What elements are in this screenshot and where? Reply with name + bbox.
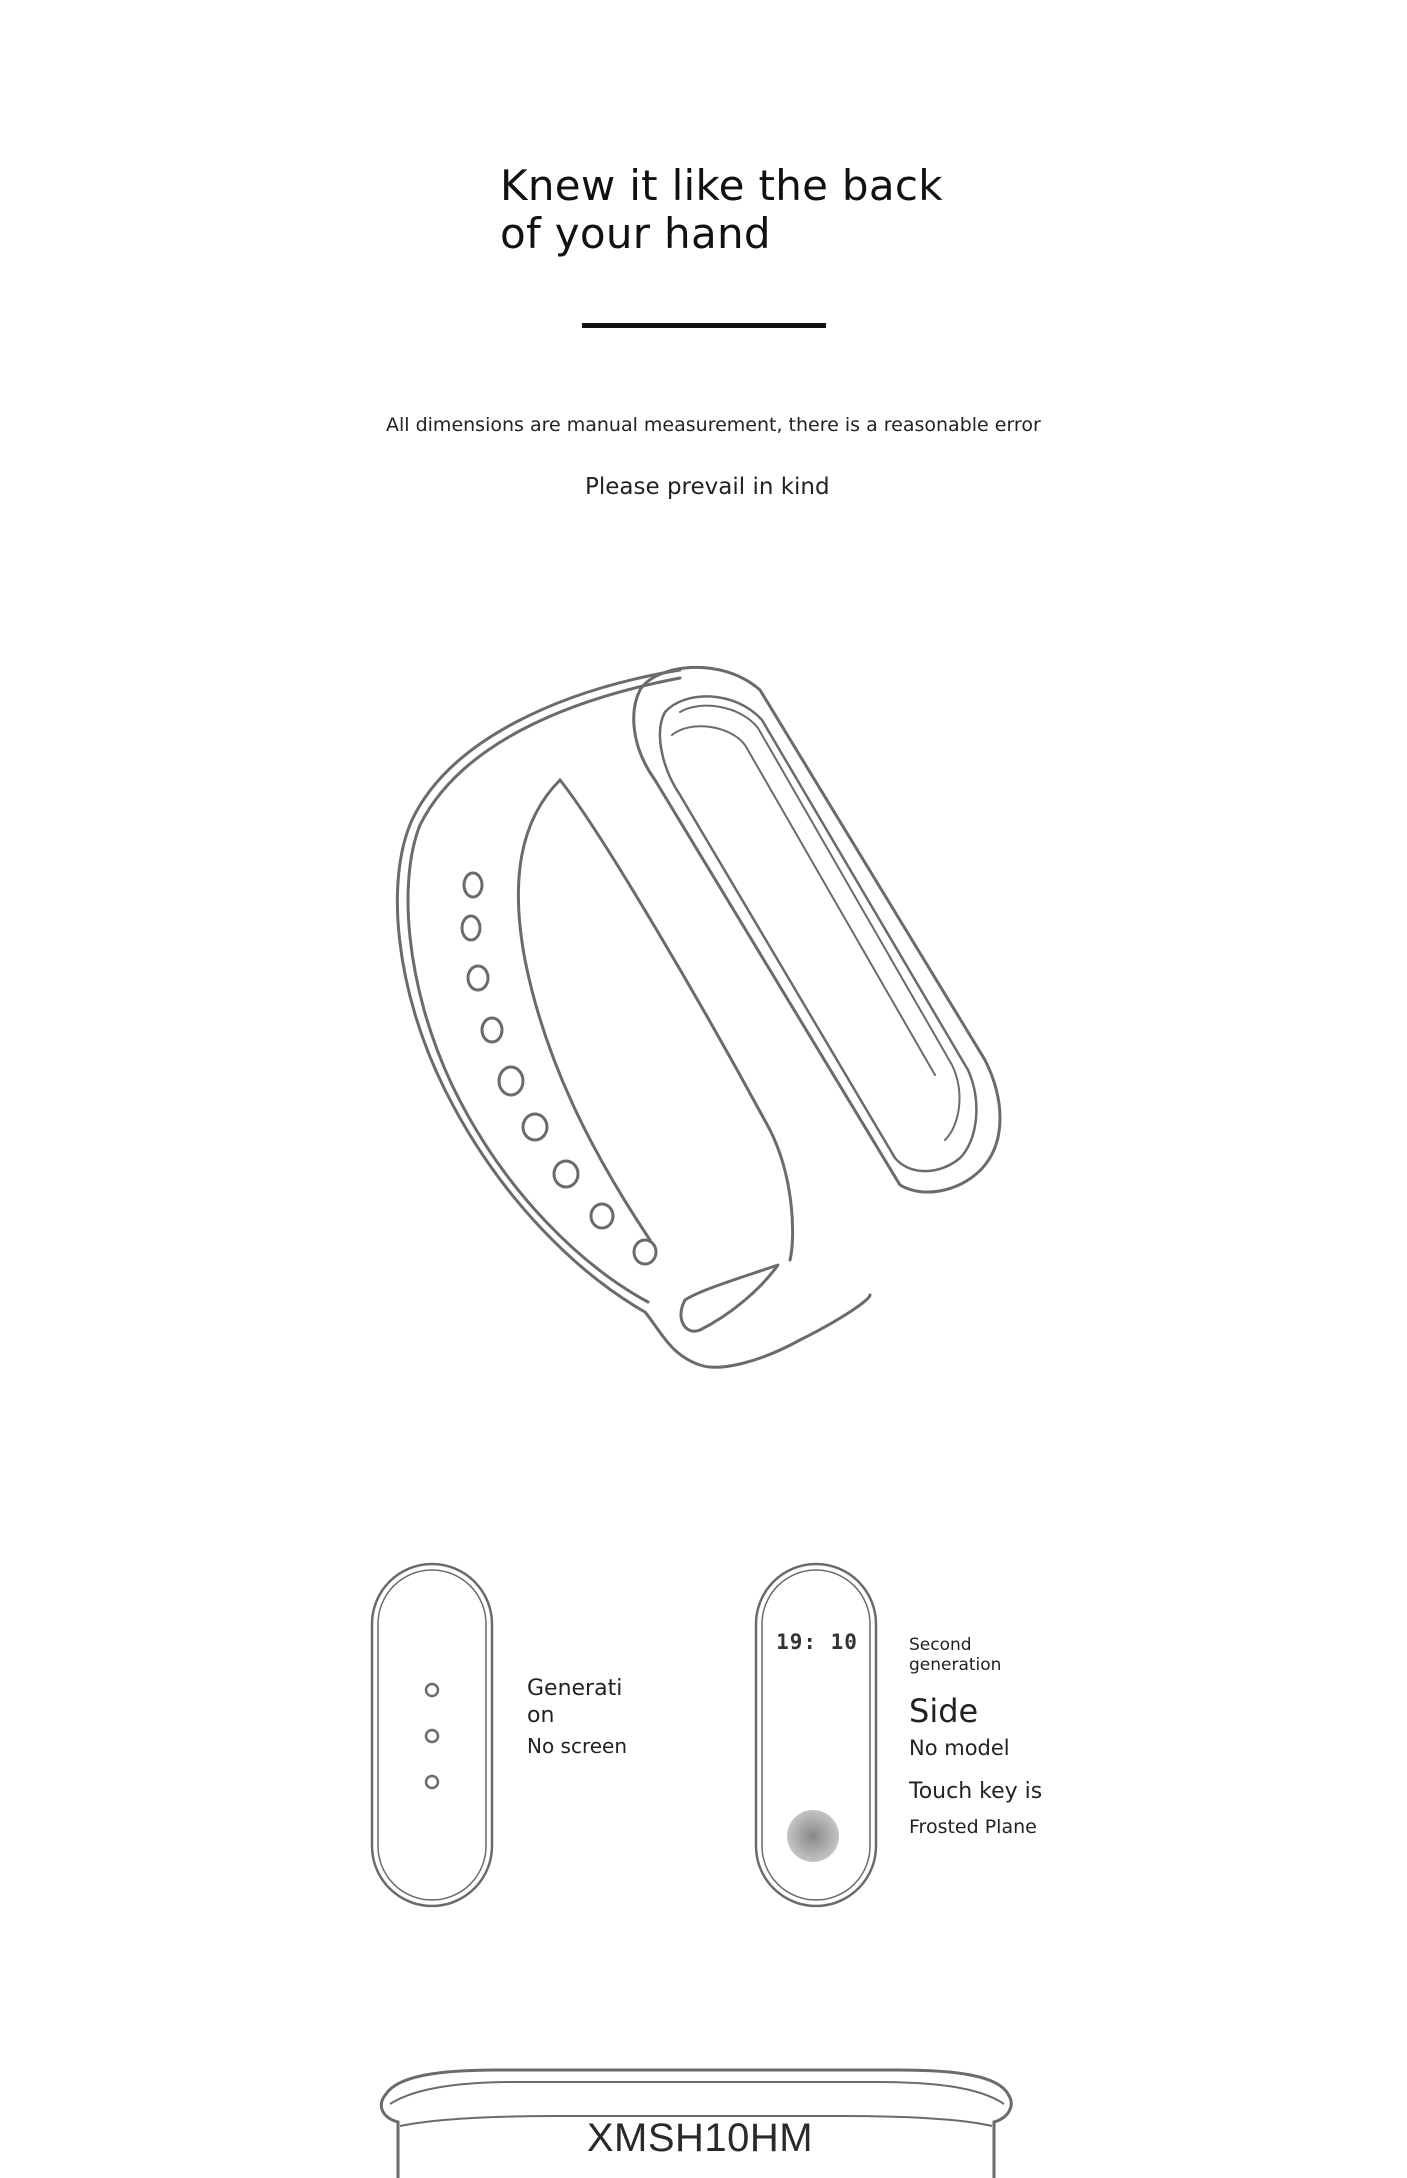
gen2-pod-illustration bbox=[752, 1560, 882, 1910]
gen1-pod-illustration bbox=[368, 1560, 498, 1910]
gen1-title-line-1: Generati bbox=[527, 1676, 623, 1701]
model-number-label: XMSH10HM bbox=[586, 2116, 814, 2160]
title-divider bbox=[582, 323, 826, 328]
gen2-surface-text: Frosted Plane bbox=[909, 1816, 1037, 1838]
gen1-title bbox=[527, 1675, 622, 1729]
gen2-label-line-2: generation bbox=[909, 1655, 1002, 1675]
gen1-subtitle: No screen bbox=[527, 1734, 628, 1758]
prevail-note: Please prevail in kind bbox=[585, 474, 830, 500]
screen-time-display: 19: 10 bbox=[776, 1630, 858, 1654]
gen2-side-heading: Side bbox=[909, 1692, 979, 1730]
title-line-1: Knew it like the back bbox=[500, 161, 943, 210]
gen2-touch-key-text: Touch key is bbox=[909, 1779, 1043, 1804]
gen2-label bbox=[909, 1635, 1001, 1675]
touch-key-icon bbox=[787, 1810, 839, 1862]
title-line-2: of your hand bbox=[500, 209, 771, 258]
gen1-title-line-2: on bbox=[527, 1703, 555, 1728]
gen2-model-text: No model bbox=[909, 1736, 1010, 1760]
gen2-label-line-1: Second bbox=[909, 1635, 972, 1655]
band-illustration bbox=[380, 650, 1020, 1390]
page-title bbox=[500, 162, 943, 258]
measurement-note: All dimensions are manual measurement, there is a reasonable error bbox=[386, 414, 1041, 436]
